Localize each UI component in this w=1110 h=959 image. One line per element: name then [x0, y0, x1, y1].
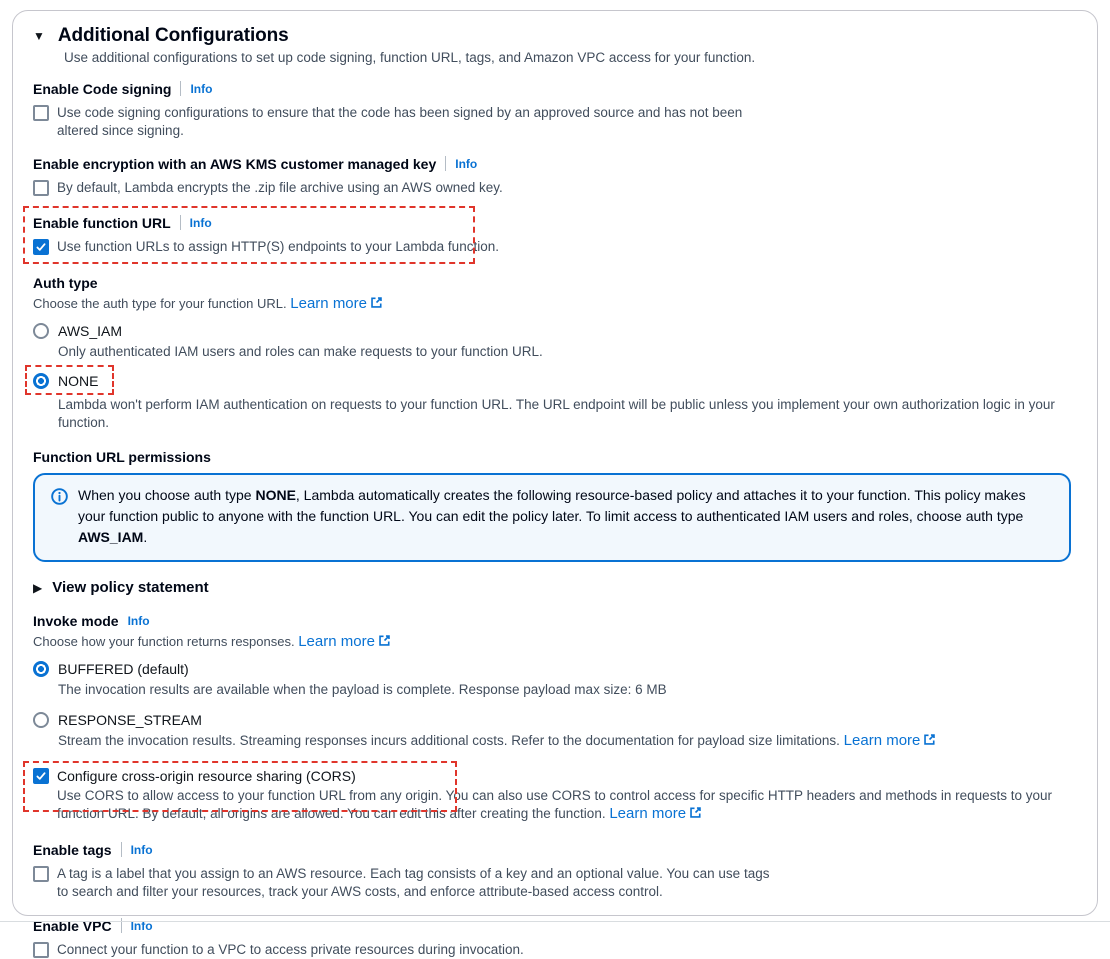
cors-checkbox[interactable]: [33, 768, 49, 784]
radio-description: Only authenticated IAM users and roles can make requests to your function URL.: [58, 344, 543, 359]
radio-option-aws-iam: [33, 321, 1075, 361]
aws-iam-radio[interactable]: [33, 323, 49, 339]
checkbox-label: By default, Lambda encrypts the .zip file archive using an AWS owned key.: [57, 180, 503, 195]
label-divider: [121, 842, 122, 857]
checkbox-label: Configure cross-origin resource sharing (CORS): [57, 768, 356, 784]
radio-option-response-stream: [33, 710, 1075, 751]
section-code-signing: [33, 79, 1075, 140]
radio-label: RESPONSE_STREAM: [58, 712, 202, 728]
section-function-url: [33, 213, 1075, 256]
radio-description: The invocation results are available when the payload is complete. Response payload max size: 6 MB: [58, 682, 667, 697]
external-link-icon: [370, 296, 383, 313]
info-link[interactable]: Info: [190, 81, 213, 96]
code-signing-checkbox[interactable]: [33, 105, 49, 121]
field-label: Enable Code signing: [33, 80, 172, 97]
info-link[interactable]: Info: [130, 842, 153, 857]
field-label: Enable encryption with an AWS KMS customer managed key: [33, 155, 437, 172]
check-icon: [35, 241, 47, 253]
section-cors: [33, 767, 1075, 824]
field-label: Invoke mode: [33, 612, 119, 629]
learn-more-link[interactable]: Learn more: [844, 732, 937, 749]
radio-option-buffered: [33, 659, 1075, 699]
field-label: Enable VPC: [33, 917, 112, 934]
expander-label: View policy statement: [52, 579, 209, 596]
function-url-checkbox[interactable]: [33, 239, 49, 255]
radio-label: NONE: [58, 373, 99, 389]
section-invoke-mode: [33, 611, 1075, 751]
section-kms-encryption: [33, 154, 1075, 197]
info-link[interactable]: Info: [189, 215, 212, 230]
caret-right-icon: ▶: [33, 580, 43, 595]
radio-description: Lambda won't perform IAM authentication on requests to your function URL. The URL endpoint will be public unless you implement your own authorization logic in your function.: [58, 397, 1055, 430]
checkbox-label: Connect your function to a VPC to access private resources during invocation.: [57, 942, 524, 957]
additional-configurations-panel: [12, 10, 1098, 957]
buffered-radio[interactable]: [33, 661, 49, 677]
checkbox-label: Use function URLs to assign HTTP(S) endpoints to your Lambda function.: [57, 239, 499, 254]
learn-more-link[interactable]: Learn more: [290, 295, 383, 312]
learn-more-link[interactable]: Learn more: [298, 633, 391, 650]
cors-description: Use CORS to allow access to your function URL from any origin. You can also use CORS to control access for specific HTTP headers and methods in requests to your function URL. By default, all origins are allowed. You can edit this after creating the function. Learn more: [57, 788, 1052, 822]
external-link-icon: [378, 634, 391, 651]
response-stream-radio[interactable]: [33, 712, 49, 728]
auth-type-description: Choose the auth type for your function URL. Learn more: [33, 295, 1075, 313]
alert-message: When you choose auth type NONE, Lambda automatically creates the following resource-based policy and attaches it to your function. This policy makes your function public to anyone with the function URL. You can edit the policy later. To limit access to authenticated IAM users and roles, choose auth type AWS_IAM.: [78, 487, 1026, 545]
checkbox-label: Use code signing configurations to ensure that the code has been signed by an approved source and has not been altered since signing.: [57, 105, 743, 138]
section-title: Additional Configurations: [57, 25, 289, 46]
field-label: Enable function URL: [33, 214, 171, 231]
caret-down-icon: ▼: [33, 29, 45, 43]
label-divider: [445, 156, 446, 171]
radio-description: Stream the invocation results. Streaming responses incurs additional costs. Refer to the documentation for payload size limitations. Learn more: [58, 732, 1075, 751]
learn-more-link[interactable]: Learn more: [609, 805, 702, 822]
section-function-url-permissions: [33, 447, 1075, 562]
section-vpc: [33, 916, 1075, 959]
label-divider: [180, 81, 181, 96]
field-label: Function URL permissions: [33, 448, 211, 465]
info-link[interactable]: Info: [130, 918, 153, 933]
none-radio[interactable]: [33, 373, 49, 389]
vpc-checkbox[interactable]: [33, 942, 49, 958]
info-alert: [33, 473, 1071, 562]
info-link[interactable]: Info: [455, 156, 478, 171]
check-icon: [35, 770, 47, 782]
info-link[interactable]: Info: [127, 613, 150, 628]
field-label: Enable tags: [33, 841, 112, 858]
external-link-icon: [689, 806, 702, 824]
page-bottom-divider: [0, 921, 1110, 922]
checkbox-label: A tag is a label that you assign to an AWS resource. Each tag consists of a key and an optional value. You can use tags to search and filter your resources, track your AWS costs, and enforce attribute-based access control.: [57, 866, 770, 899]
field-label: Auth type: [33, 274, 98, 291]
section-auth-type: [33, 273, 1075, 432]
external-link-icon: [923, 733, 936, 751]
radio-label: BUFFERED (default): [58, 661, 189, 677]
radio-label: AWS_IAM: [58, 323, 123, 339]
radio-option-none: [33, 371, 1075, 432]
additional-configurations-expander[interactable]: [33, 25, 1075, 47]
info-circle-icon: [51, 488, 68, 548]
section-tags: [33, 840, 1075, 901]
label-divider: [180, 215, 181, 230]
kms-checkbox[interactable]: [33, 180, 49, 196]
tags-checkbox[interactable]: [33, 866, 49, 882]
section-description: Use additional configurations to set up code signing, function URL, tags, and Amazon VPC access for your function.: [64, 50, 756, 65]
invoke-mode-description: Choose how your function returns responses. Learn more: [33, 633, 1075, 651]
view-policy-expander[interactable]: [33, 579, 1075, 596]
